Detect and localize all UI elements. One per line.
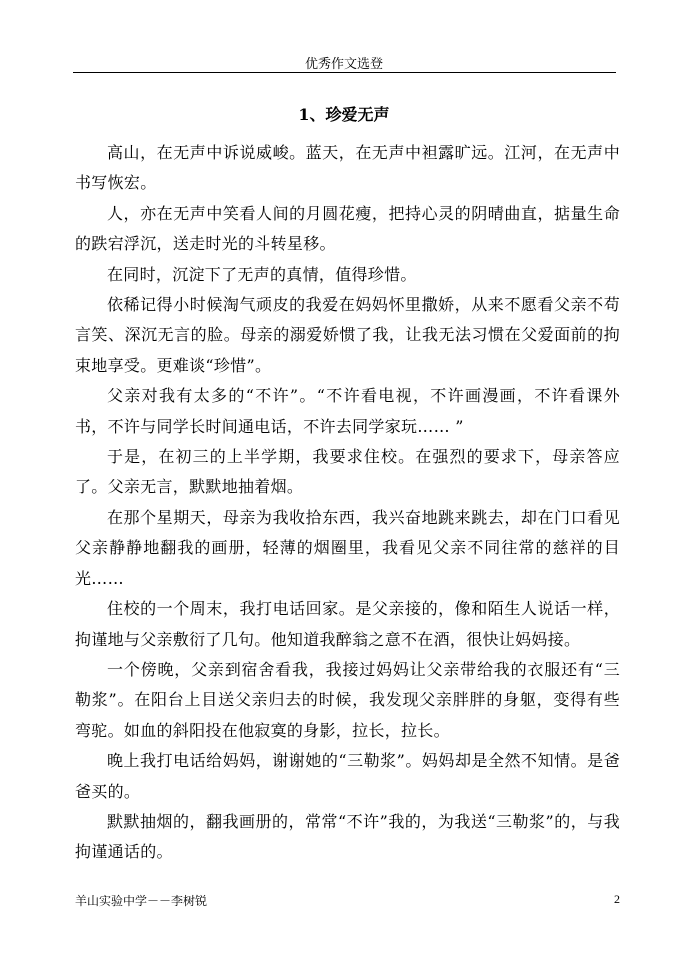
page-number: 2 (614, 892, 620, 906)
paragraph: 高山，在无声中诉说威峻。蓝天，在无声中袒露旷远。江河，在无声中书写恢宏。 (75, 143, 620, 193)
paragraph: 晚上我打电话给妈妈，谢谢她的“三勒浆”。妈妈却是全然不知情。是爸爸买的。 (75, 751, 620, 801)
essay-title: 1、珍爱无声 (298, 105, 390, 124)
paragraph: 在那个星期天，母亲为我收拾东西，我兴奋地跳来跳去，却在门口看见父亲静静地翻我的画册，轻薄的烟圈里，我看见父亲不同往常的慈祥的目光…… (75, 507, 620, 588)
header-rule (73, 72, 616, 73)
paragraph: 住校的一个周末，我打电话回家。是父亲接的，像和陌生人说话一样，拘谨地与父亲敷衍了几句。他知道我醉翁之意不在酒，很快让妈妈接。 (75, 599, 620, 649)
paragraph: 依稀记得小时候淘气顽皮的我爱在妈妈怀里撒娇，从来不愿看父亲不苟言笑、深沉无言的脸。母亲的溺爱娇惯了我，让我无法习惯在父爱面前的拘束地享受。更难谈“珍惜”。 (75, 295, 620, 375)
paragraph: 默默抽烟的，翻我画册的，常常“不许”我的，为我送“三勒浆”的，与我拘谨通话的。 (75, 811, 620, 862)
page-header: 优秀作文选登 (304, 57, 383, 72)
paragraph: 人，亦在无声中笑看人间的月圆花瘦，把持心灵的阴晴曲直，掂量生命的跌宕浮沉，送走时光的斗转星移。 (75, 203, 620, 254)
paragraph: 父亲对我有太多的“不许”。“不许看电视，不许画漫画，不许看课外书，不许与同学长时间通电话，不许去同学家玩…… ” (75, 386, 620, 436)
paragraph: 在同时，沉淀下了无声的真情，值得珍惜。 (107, 264, 417, 284)
essay-body (75, 138, 620, 868)
footer-author: 羊山实验中学－－李树锐 (75, 894, 208, 908)
paragraph: 一个傍晚，父亲到宿舍看我，我接过妈妈让父亲带给我的衣服还有“三勒浆”。在阳台上目送父亲归去的时候，我发现父亲胖胖的身躯，变得有些弯驼。如血的斜阳投在他寂寞的身影，拉长，拉长。 (75, 659, 620, 740)
paragraph: 于是，在初三的上半学期，我要求住校。在强烈的要求下，母亲答应了。父亲无言，默默地抽着烟。 (75, 447, 620, 497)
